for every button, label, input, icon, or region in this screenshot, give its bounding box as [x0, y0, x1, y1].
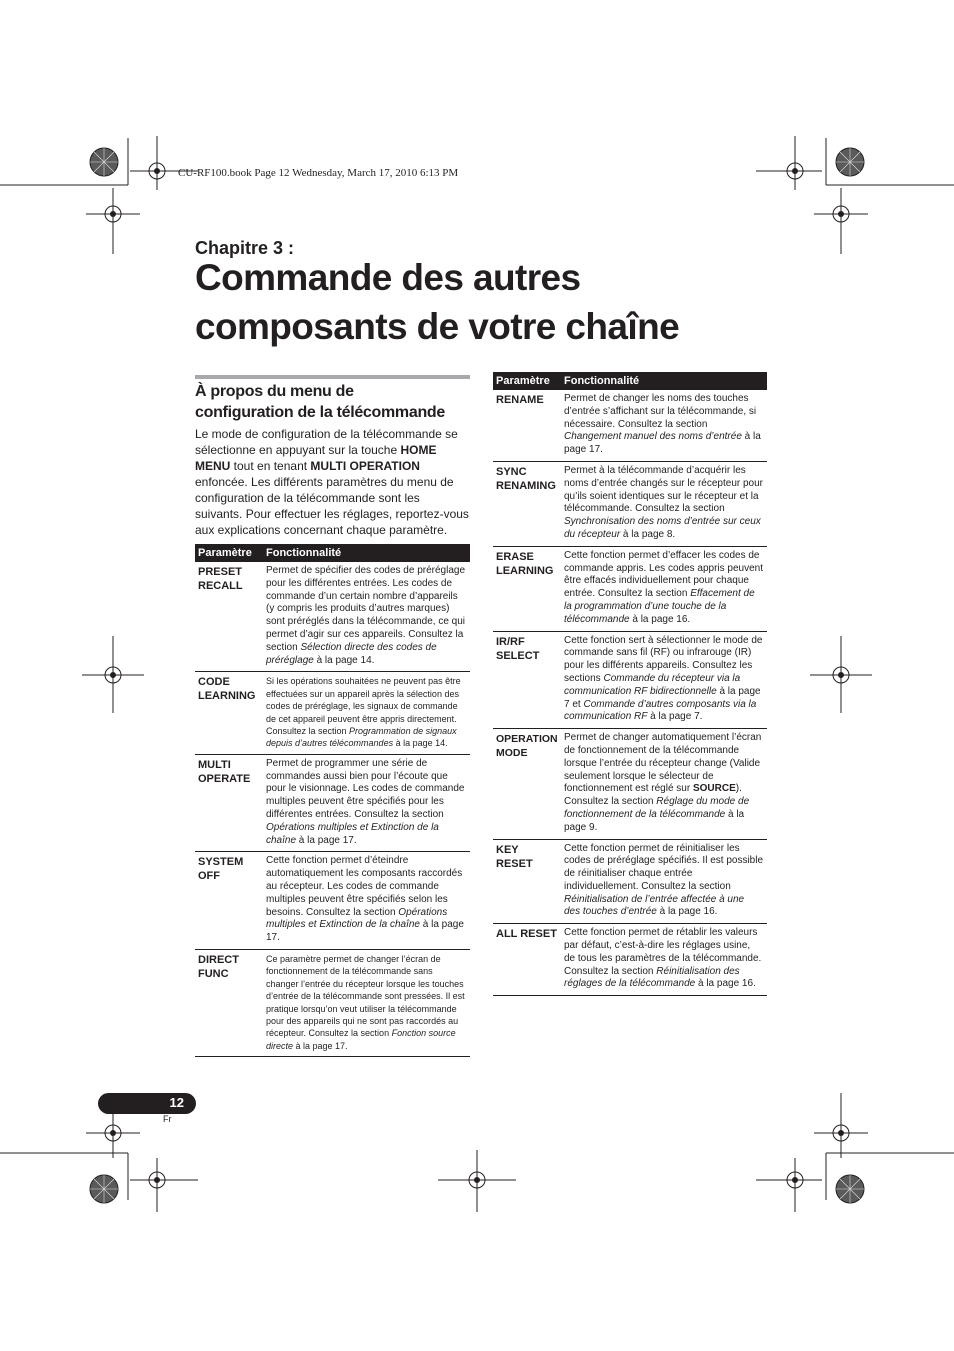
param-name-line1: MULTI — [198, 758, 231, 771]
desc-key-source: SOURCE — [692, 783, 736, 795]
table-row — [493, 729, 767, 839]
chapter-title-line1: Commande des autres — [195, 257, 581, 298]
desc-ref: Opérations multiples et Extinction de la chaîne — [266, 821, 439, 846]
desc-cell — [561, 924, 767, 996]
header-parametre: Paramètre — [195, 544, 263, 562]
desc-ref: Réinitialisation de l’entrée affectée à une des touches d’entrée — [564, 893, 745, 918]
desc-after: à la page 17. — [293, 1040, 348, 1051]
desc-ref: Programmation de signaux depuis d’autres télécommandes — [266, 726, 457, 749]
param-cell — [493, 461, 561, 546]
desc-cell — [561, 631, 767, 729]
param-name-line2: MODE — [496, 747, 528, 760]
desc-cell — [263, 672, 470, 754]
settings-table-left — [195, 544, 470, 1057]
table-header-row — [493, 372, 767, 390]
desc-after: à la page 14. — [393, 738, 448, 749]
param-cell — [493, 631, 561, 729]
param-cell — [493, 839, 561, 924]
desc-text: Cette fonction permet de rétablir les valeurs par défaut, c’est-à-dire les réglages usine, de tous les paramètres de la télécommande. Consultez la section — [564, 927, 762, 977]
desc-text: Cette fonction permet de réinitialiser les codes de préréglage spécifiés. Il est possible de réinitialiser chaque entrée individuellement. Consultez la section — [564, 842, 764, 892]
param-name-line1: CODE — [198, 676, 230, 689]
desc-after: à la page 9. — [564, 808, 745, 833]
desc-after: à la page 14. — [313, 654, 375, 666]
table-row — [493, 839, 767, 924]
table-row — [493, 546, 767, 631]
intro-text-3: enfoncée. Les différents paramètres du menu de configuration de la télécommande sont les suivants. Pour effectuer les réglages, reportez-vous aux explications concernant chaque paramètre. — [195, 475, 469, 537]
desc-cell — [263, 949, 470, 1056]
table-row — [493, 631, 767, 729]
table-header-row — [195, 544, 470, 562]
desc-after: à la page 17. — [296, 834, 357, 846]
param-cell — [195, 852, 263, 950]
page-number: 12 — [169, 1095, 184, 1110]
desc-ref: Opérations multiples et Extinction de la chaîne — [266, 906, 448, 931]
param-name-line1: KEY RESET — [496, 843, 533, 870]
desc-after: à la page 16. — [695, 978, 756, 990]
desc-after: à la page 16. — [629, 613, 691, 625]
desc-text: Cette fonction permet d’effacer les codes de commande appris. Les codes appris peuvent être effacés individuellement pour chaque entrée. Consultez la section — [564, 549, 764, 600]
desc-cell — [263, 754, 470, 852]
param-name-line1: ALL RESET — [496, 928, 557, 941]
intro-text-1: Le mode de configuration de la télécommande se sélectionne en appuyant sur la touche — [195, 427, 458, 457]
file-info: CU-RF100.book Page 12 Wednesday, March 17, 2010 6:13 PM — [178, 167, 459, 179]
table-row — [493, 924, 767, 996]
desc-mid: à la page 7 et — [564, 685, 761, 710]
chapter-label: Chapitre 3 : — [195, 238, 295, 258]
desc-ref: Fonction source directe — [266, 1028, 456, 1051]
desc-text-2: ). Consultez la section — [564, 783, 742, 808]
desc-text: Permet de changer les noms des touches d’entrée s’affichant sur la télécommande, si nécessaire. Consultez la section — [564, 393, 757, 430]
desc-ref: Réglage du mode de fonctionnement de la télécommande — [564, 796, 750, 820]
param-name-line2: FUNC — [198, 967, 229, 980]
desc-cell — [561, 546, 767, 631]
param-name-line2: OPERATE — [198, 772, 251, 785]
param-cell — [195, 754, 263, 852]
section-rule — [195, 375, 470, 379]
param-cell — [493, 729, 561, 839]
desc-ref: Effacement de la programmation d’une touche de la télécommande — [564, 588, 755, 625]
desc-after: à la page 7. — [647, 711, 703, 723]
param-name-line1: IR/RF — [496, 635, 525, 648]
table-row — [493, 461, 767, 546]
table-row — [195, 852, 470, 950]
desc-text: Ce paramètre permet de changer l’écran de fonctionnement de la télécommande sans changer l’entrée du récepteur lorsque les touches d’entrée de la télécommande sont pressées. Il est pratique lorsqu’on veut utiliser la télécommande pour des appareils qui ne sont pas raccordés au récepteur. Consultez la section — [266, 953, 465, 1039]
desc-ref: Changement manuel des noms d’entrée — [564, 431, 742, 443]
param-cell — [195, 672, 263, 754]
header-parametre: Paramètre — [493, 372, 561, 390]
param-name-line1: PRESET — [198, 566, 243, 578]
param-cell — [195, 562, 263, 672]
desc-cell — [561, 839, 767, 924]
table-row — [195, 672, 470, 754]
param-name-line1: SYNC — [496, 465, 527, 478]
table-row — [195, 754, 470, 852]
intro-paragraph — [195, 426, 470, 538]
desc-text: Cette fonction sert à sélectionner le mode de commande sans fil (RF) ou infrarouge (IR) pour les différents appareils. Consultez les sections — [564, 634, 763, 684]
param-name-line2: LEARNING — [198, 690, 256, 703]
desc-ref: Commande du récepteur via la communication RF bidirectionnelle — [564, 672, 741, 697]
desc-cell — [263, 562, 470, 672]
intro-text-2: tout en tenant — [230, 459, 311, 473]
desc-cell — [561, 461, 767, 546]
table-row — [195, 949, 470, 1056]
table-row — [493, 390, 767, 461]
param-name-line1: SYSTEM — [198, 856, 244, 869]
param-name-line2: RENAMING — [496, 479, 556, 492]
intro-key-home-menu: HOME MENU — [195, 443, 437, 473]
desc-after: à la page 8. — [620, 528, 676, 540]
section-title — [195, 381, 485, 423]
desc-after: à la page 17. — [266, 919, 464, 944]
desc-cell — [561, 729, 767, 839]
header-fonctionnalite: Fonctionnalité — [263, 544, 470, 562]
param-name-line1: ERASE — [496, 550, 534, 563]
desc-text: Permet de programmer une série de commandes aussi bien pour l’écoute que pour le visionnage. Les codes de commande multiples peuvent être spécifiés pour les différentes entrées. Consultez la section — [266, 757, 465, 820]
desc-text: Permet de spécifier des codes de préréglage pour les différentes entrées. Les codes de commande d’un certain nombre d’appareils (y compris les produits d’autres marques) sont préréglés dans la télécommande, ce qui permet d’agir sur ces appareils. Consultez la section — [266, 565, 466, 653]
param-cell — [493, 390, 561, 461]
intro-key-multi-operation: MULTI OPERATION — [310, 459, 420, 473]
desc-ref: Sélection directe des codes de préréglage — [266, 641, 437, 666]
param-name-line2: RECALL — [198, 580, 243, 592]
desc-after: à la page 16. — [656, 906, 718, 918]
desc-after: à la page 17. — [564, 431, 761, 456]
param-cell — [195, 949, 263, 1056]
desc-cell — [561, 390, 767, 461]
desc-ref: Réinitialisation des réglages de la télécommande — [564, 965, 740, 990]
desc-text: Si les opérations souhaitées ne peuvent pas être effectuées sur un appareil après la sélection des codes de préréglage, les signaux de commande de cet appareil peuvent être appris directement. Consultez la section — [266, 676, 461, 736]
desc-cell — [263, 852, 470, 950]
param-name-line1: RENAME — [496, 394, 544, 406]
param-name-line2: LEARNING — [496, 564, 554, 577]
desc-ref: Synchronisation des noms d’entrée sur ceux du récepteur — [564, 516, 761, 540]
table-row — [195, 562, 470, 672]
param-name-line1: OPERATION — [496, 733, 558, 746]
desc-text: Permet de changer automatiquement l’écran de fonctionnement de la télécommande lorsque l’entrée du récepteur change (Valide seulement lorsque le sélecteur de fonctionnement est réglé sur — [564, 732, 762, 795]
header-fonctionnalite: Fonctionnalité — [561, 372, 767, 390]
chapter-title — [195, 253, 795, 351]
desc-ref-2: Commande d’autres composants via la communication RF — [564, 698, 757, 723]
language-code: Fr — [163, 1114, 172, 1124]
desc-text: Cette fonction permet d’éteindre automatiquement les composants raccordés au récepteur. Les codes de commande multiples peuvent être spécifiés selon les besoins. Consultez la section — [266, 855, 463, 918]
param-cell — [493, 924, 561, 996]
section-title-line2: configuration de la télécommande — [195, 404, 446, 421]
param-name-line2: SELECT — [496, 649, 540, 662]
param-name-line2: OFF — [198, 870, 220, 883]
settings-table-right — [493, 372, 767, 996]
param-cell — [493, 546, 561, 631]
desc-text: Permet à la télécommande d’acquérir les noms d’entrée changés sur le récepteur pour qu’ils soient identiques sur le récepteur et la télécommande. Consultez la section — [564, 464, 764, 515]
param-name-line1: DIRECT — [198, 953, 239, 966]
chapter-title-line2: composants de votre chaîne — [195, 306, 680, 347]
section-title-line1: À propos du menu de — [195, 383, 354, 400]
